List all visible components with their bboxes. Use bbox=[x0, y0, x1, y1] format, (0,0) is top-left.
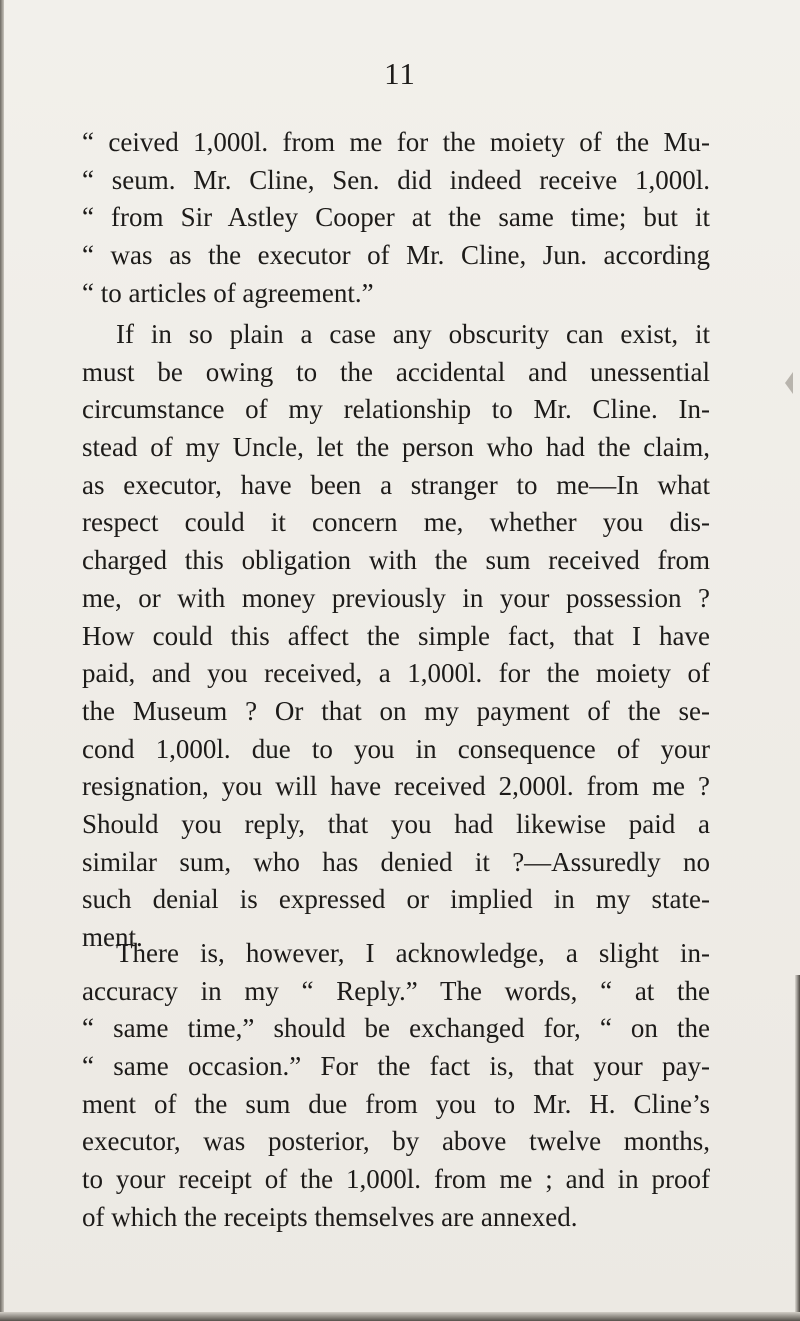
quote-line: “ was as the executor of Mr. Cline, Jun. according bbox=[82, 240, 710, 271]
paragraph-line: me, or with money previously in your possession ? bbox=[82, 582, 710, 613]
paragraph-line: Should you reply, that you had likewise paid a bbox=[82, 808, 710, 839]
paragraph-line: ment. bbox=[82, 922, 143, 952]
page-number: 11 bbox=[384, 56, 416, 91]
paragraph-line: accuracy in my “ Reply.” The words, “ at the bbox=[82, 975, 710, 1006]
paragraph-line: respect could it concern me, whether you dis- bbox=[82, 507, 710, 538]
page-right-edge-shadow bbox=[795, 975, 800, 1321]
quote-line: “ ceived 1,000l. from me for the moiety of the Mu- bbox=[82, 127, 710, 157]
quote-line: “ from Sir Astley Cooper at the same time; but it bbox=[82, 202, 710, 233]
paragraph-line: If in so plain a case any obscurity can exist, it bbox=[116, 319, 710, 349]
paragraph-line: resignation, you will have received 2,000l. from me ? bbox=[82, 771, 710, 802]
paragraph-obscurity bbox=[82, 316, 710, 957]
paragraph-line: the Museum ? Or that on my payment of the se- bbox=[82, 695, 710, 726]
margin-mark bbox=[785, 372, 793, 394]
paragraph-line: “ same occasion.” For the fact is, that your pay- bbox=[82, 1051, 710, 1082]
quote-line: “ to articles of agreement.” bbox=[82, 277, 374, 308]
paragraph-line: There is, however, I acknowledge, a slight in- bbox=[116, 938, 710, 968]
paragraph-line: stead of my Uncle, let the person who had the claim, bbox=[82, 432, 710, 463]
paragraph-line: “ same time,” should be exchanged for, “ on the bbox=[82, 1013, 710, 1044]
paragraph-line: as executor, have been a stranger to me—In what bbox=[82, 469, 710, 500]
paragraph-line: cond 1,000l. due to you in consequence of your bbox=[82, 733, 710, 764]
paragraph-line: executor, was posterior, by above twelve months, bbox=[82, 1126, 710, 1157]
paragraph-line: circumstance of my relationship to Mr. Cline. In- bbox=[82, 394, 710, 425]
paragraph-line: of which the receipts themselves are annexed. bbox=[82, 1201, 578, 1232]
paragraph-line: must be owing to the accidental and unessential bbox=[82, 356, 710, 387]
paragraph-line: paid, and you received, a 1,000l. for the moiety of bbox=[82, 658, 710, 689]
paragraph-line: to your receipt of the 1,000l. from me ; and in proof bbox=[82, 1164, 710, 1195]
page-left-edge-shadow bbox=[0, 0, 4, 1321]
paragraph-line: How could this affect the simple fact, that I have bbox=[82, 620, 710, 651]
paragraph-line: similar sum, who has denied it ?—Assuredly no bbox=[82, 846, 710, 877]
quote-line: “ seum. Mr. Cline, Sen. did indeed receive 1,000l. bbox=[82, 164, 710, 195]
page-bottom-edge-shadow bbox=[0, 1312, 800, 1321]
quoted-passage bbox=[82, 124, 710, 312]
paragraph-line: such denial is expressed or implied in my state- bbox=[82, 884, 710, 915]
paragraph-line: charged this obligation with the sum received from bbox=[82, 545, 710, 576]
paragraph-inaccuracy bbox=[82, 935, 710, 1237]
paragraph-line: ment of the sum due from you to Mr. H. Cline’s bbox=[82, 1088, 710, 1119]
